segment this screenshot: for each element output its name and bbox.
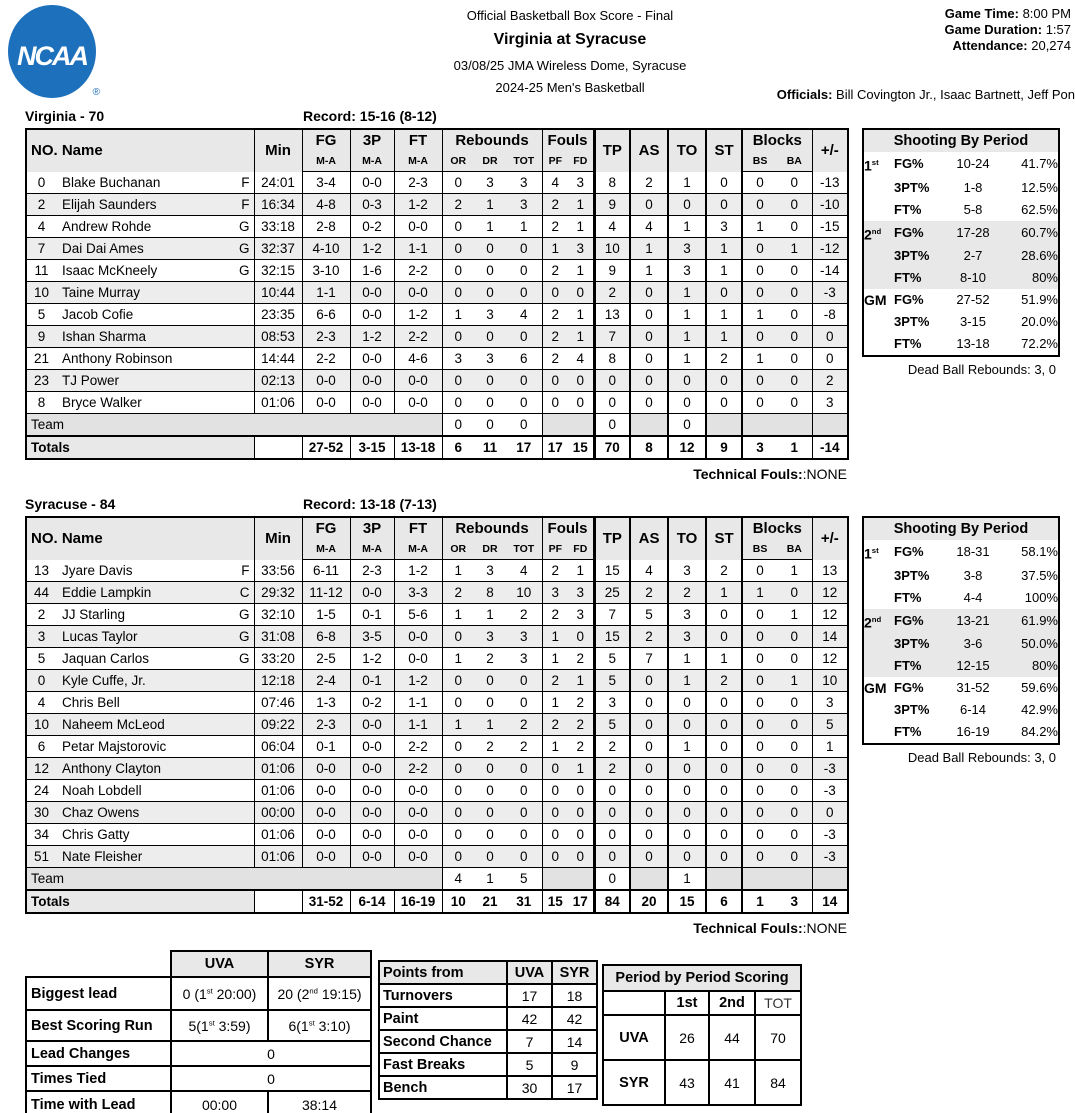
points-row: Fast Breaks 5 9 — [379, 1053, 597, 1076]
player-row: 3 Lucas Taylor G 31:08 6-8 3-5 0-0 0 3 3 1 0 15 2 3 0 0 0 14 — [26, 626, 848, 648]
ncaa-logo-text: NCAA — [17, 41, 87, 71]
best-run-label: Best Scoring Run — [26, 1010, 171, 1041]
shooting-row: 2nd FG% 17-28 60.7% — [864, 221, 1058, 246]
best-run-syr: 6(1st 3:10) — [268, 1010, 371, 1041]
player-number: 0 — [26, 670, 56, 692]
biggest-lead-syr: 20 (2nd 19:15) — [268, 977, 371, 1010]
shooting-row: FT% 8-10 80% — [864, 267, 1058, 289]
player-name: Nate Fleisher — [56, 846, 254, 868]
col-min: Min — [254, 129, 302, 172]
shooting-row: 3PT% 1-8 12.5% — [894, 179, 1058, 195]
syracuse-shooting-aside — [862, 516, 1060, 765]
player-name: Taine Murray — [56, 282, 254, 304]
player-number: 6 — [26, 736, 56, 758]
player-name: Eddie Lampkin C — [56, 582, 254, 604]
lead-summary-table — [25, 950, 372, 1113]
player-number: 51 — [26, 846, 56, 868]
virginia-box-table: NO. Name Min FG 3P FT Rebounds Fouls TP AS TO ST Blocks +/- M-A M-A M-A OR DR TOT PF FD BS BA 0 Blake Buchanan F 24:01 3-4 0-0 2-3 0 3 3 4 3 8 2 1 0 0 0 -13 2 Elijah Saunders F 16:34 4-8 0-3 1-2 2 1 3 2 1 9 0 0 0 0 0 -10 4 Andrew Rohde G 33:18 2-8 0-2 0-0 0 1 1 2 1 4 4 1 3 1 0 -15 7 Dai Dai Ames G 32:37 4-10 1-2 1-1 0 0 0 1 3 10 1 3 1 0 1 -12 11 Isaac McKneely G 32:15 3-10 1-6 2-2 0 0 0 2 1 9 1 3 1 0 0 -14 10 Taine Murray 10:44 1-1 0-0 0-0 0 0 0 0 0 2 0 1 0 0 0 -3 5 Jacob Cofie 23:35 6-6 0-0 1-2 1 3 4 2 1 13 0 1 1 1 0 -8 9 Ishan Sharma 08:53 2-3 1-2 2-2 0 0 0 2 1 7 0 1 1 0 0 0 21 Anthony Robinson 14:44 2-2 0-0 4-6 3 3 6 2 4 8 0 1 2 1 0 0 23 TJ Power 02:13 0-0 0-0 0-0 0 0 0 0 0 0 0 0 0 0 0 2 8 Bryce Walker 01:06 0-0 0-0 0-0 0 0 0 0 0 0 0 0 0 0 0 3 Team 0 0 0 0 0 Totals 27-52 3-15 13-18 6 11 17 17 15 70 8 12 9 3 1 -14 — [25, 128, 849, 460]
points-col-syr: SYR — [552, 961, 597, 984]
player-number: 2 — [26, 194, 56, 216]
player-number: 5 — [26, 304, 56, 326]
col-no-name: NO. Name — [26, 129, 254, 172]
col-tp: TP — [594, 129, 630, 172]
player-name: Isaac McKneely G — [56, 260, 254, 282]
col-ft: FT — [394, 129, 442, 151]
player-row: 13 Jyare Davis F 33:56 6-11 2-3 1-2 1 3 4 2 1 15 4 3 2 0 1 13 — [26, 560, 848, 582]
period-score-row: UVA 26 44 70 — [603, 1015, 801, 1060]
period-col-1st: 1st — [665, 991, 709, 1015]
player-row: 7 Dai Dai Ames G 32:37 4-10 1-2 1-1 0 0 0 1 3 10 1 3 1 0 1 -12 — [26, 238, 848, 260]
player-row: 5 Jaquan Carlos G 33:20 2-5 1-2 0-0 1 2 3 1 2 5 7 1 1 0 0 12 — [26, 648, 848, 670]
team-record: Record: 15-16 (8-12) — [303, 108, 437, 124]
player-row: 0 Kyle Cuffe, Jr. 12:18 2-4 0-1 1-2 0 0 0 2 1 5 0 1 2 0 1 10 — [26, 670, 848, 692]
game-time: Game Time: 8:00 PM — [944, 6, 1071, 21]
player-name: Naheem McLeod — [56, 714, 254, 736]
points-col-uva: UVA — [507, 961, 552, 984]
player-name: Chris Gatty — [56, 824, 254, 846]
officials-line: Officials: Bill Covington Jr., Isaac Bartnett, Jeff Pon — [776, 87, 1075, 102]
player-name: Chaz Owens — [56, 802, 254, 824]
player-name: Bryce Walker — [56, 392, 254, 414]
virginia-shooting-aside — [862, 128, 1060, 377]
player-number: 9 — [26, 326, 56, 348]
player-name: Chris Bell — [56, 692, 254, 714]
player-number: 21 — [26, 348, 56, 370]
player-number: 44 — [26, 582, 56, 604]
player-row: 0 Blake Buchanan F 24:01 3-4 0-0 2-3 0 3 3 4 3 8 2 1 0 0 0 -13 — [26, 172, 848, 194]
player-name: Jacob Cofie — [56, 304, 254, 326]
player-row: 12 Anthony Clayton 01:06 0-0 0-0 2-2 0 0 0 0 1 2 0 0 0 0 0 -3 — [26, 758, 848, 780]
bottom-summary — [25, 948, 1065, 1113]
shooting-row: 3PT% 3-6 50.0% — [864, 633, 1058, 655]
shooting-row: GM FG% 27-52 51.9% — [864, 292, 1058, 309]
player-name: Jyare Davis F — [56, 560, 254, 582]
venue-line: 03/08/25 JMA Wireless Dome, Syracuse — [453, 58, 687, 73]
shooting-row: 1st FG% 18-31 58.1% — [864, 544, 1058, 562]
player-name: Lucas Taylor G — [56, 626, 254, 648]
lead-col-syr: SYR — [268, 951, 371, 977]
period-scoring-title: Period by Period Scoring — [603, 965, 801, 991]
player-name: Kyle Cuffe, Jr. — [56, 670, 254, 692]
player-name: Dai Dai Ames G — [56, 238, 254, 260]
player-row: 2 JJ Starling G 32:10 1-5 0-1 5-6 1 1 2 2 3 7 5 3 0 0 1 12 — [26, 604, 848, 626]
lead-changes-label: Lead Changes — [26, 1041, 171, 1066]
shooting-row: 3PT% 2-7 28.6% — [864, 245, 1058, 267]
virginia-section — [25, 108, 1065, 482]
shooting-title: Shooting By Period — [864, 518, 1058, 540]
player-number: 4 — [26, 216, 56, 238]
doc-title: Official Basketball Box Score - Final — [466, 8, 674, 23]
player-row: 4 Andrew Rohde G 33:18 2-8 0-2 0-0 0 1 1 2 1 4 4 1 3 1 0 -15 — [26, 216, 848, 238]
player-name: Elijah Saunders F — [56, 194, 254, 216]
points-row: Turnovers 17 18 — [379, 984, 597, 1007]
player-number: 11 — [26, 260, 56, 282]
player-row: 4 Chris Bell 07:46 1-3 0-2 1-1 0 0 0 1 2 3 0 0 0 0 0 3 — [26, 692, 848, 714]
col-blocks: Blocks — [742, 129, 812, 151]
shooting-row: FT% 13-18 72.2% — [894, 336, 1058, 352]
player-name: Anthony Clayton — [56, 758, 254, 780]
shooting-title: Shooting By Period — [864, 130, 1058, 152]
player-name: Blake Buchanan F — [56, 172, 254, 194]
shooting-row: FT% 12-15 80% — [864, 655, 1058, 677]
season-line: 2024-25 Men's Basketball — [495, 80, 645, 95]
syracuse-box-table: NO. Name Min FG 3P FT Rebounds Fouls TP AS TO ST Blocks +/- M-A M-A M-A OR DR TOT PF FD BS BA 13 Jyare Davis F 33:56 6-11 2-3 1-2 1 3 4 2 1 15 4 3 2 0 1 13 44 Eddie Lampkin C 29:32 11-12 0-0 3-3 2 8 10 3 3 25 2 2 1 1 0 12 2 JJ Starling G 32:10 1-5 0-1 5-6 1 1 2 2 3 7 5 3 0 0 1 12 3 Lucas Taylor G 31:08 6-8 3-5 0-0 0 3 3 1 0 15 2 3 0 0 0 14 5 Jaquan Carlos G 33:20 2-5 1-2 0-0 1 2 3 1 2 5 7 1 1 0 0 12 0 Kyle Cuffe, Jr. 12:18 2-4 0-1 1-2 0 0 0 2 1 5 0 1 2 0 1 10 4 Chris Bell 07:46 1-3 0-2 1-1 0 0 0 1 2 3 0 0 0 0 0 3 10 Naheem McLeod 09:22 2-3 0-0 1-1 1 1 2 2 2 5 0 0 0 0 0 5 6 Petar Majstorovic 06:04 0-1 0-0 2-2 0 2 2 1 2 2 0 1 0 0 0 1 12 Anthony Clayton 01:06 0-0 0-0 2-2 0 0 0 0 1 2 0 0 0 0 0 -3 24 Noah Lobdell 01:06 0-0 0-0 0-0 0 0 0 0 0 0 0 0 0 0 0 -3 30 Chaz Owens 00:00 0-0 0-0 0-0 0 0 0 0 0 0 0 0 0 0 0 0 34 Chris Gatty 01:06 0-0 0-0 0-0 0 0 0 0 0 0 0 0 0 0 0 -3 51 Nate Fleisher 01:06 0-0 0-0 0-0 0 0 0 0 0 0 0 0 0 0 0 -3 Team 4 1 5 0 1 Totals 31-52 6-14 16-19 10 21 31 15 17 84 20 15 6 1 3 14 — [25, 516, 849, 914]
team-row: Team 0 0 0 0 0 — [26, 414, 848, 437]
player-number: 12 — [26, 758, 56, 780]
shooting-by-period-box — [862, 128, 1060, 357]
team-name: Syracuse - 84 — [25, 496, 116, 512]
biggest-lead-label: Biggest lead — [26, 977, 171, 1010]
lead-col-uva: UVA — [171, 951, 268, 977]
col-to: TO — [668, 129, 706, 172]
player-number: 4 — [26, 692, 56, 714]
col-fouls: Fouls — [542, 129, 594, 151]
lead-changes-value: 0 — [171, 1041, 371, 1066]
player-row: 9 Ishan Sharma 08:53 2-3 1-2 2-2 0 0 0 2 1 7 0 1 1 0 0 0 — [26, 326, 848, 348]
player-row: 10 Taine Murray 10:44 1-1 0-0 0-0 0 0 0 0 0 2 0 1 0 0 0 -3 — [26, 282, 848, 304]
registered-mark: ® — [92, 87, 100, 98]
period-score-row: SYR 43 41 84 — [603, 1060, 801, 1105]
virginia-team-line — [25, 108, 1065, 124]
technical-fouls: Technical Fouls::NONE — [693, 920, 847, 936]
col-as: AS — [630, 129, 668, 172]
player-row: 10 Naheem McLeod 09:22 2-3 0-0 1-1 1 1 2 2 2 5 0 0 0 0 0 5 — [26, 714, 848, 736]
player-number: 23 — [26, 370, 56, 392]
player-row: 24 Noah Lobdell 01:06 0-0 0-0 0-0 0 0 0 0 0 0 0 0 0 0 0 -3 — [26, 780, 848, 802]
player-row: 51 Nate Fleisher 01:06 0-0 0-0 0-0 0 0 0 0 0 0 0 0 0 0 0 -3 — [26, 846, 848, 868]
player-name: Ishan Sharma — [56, 326, 254, 348]
player-number: 3 — [26, 626, 56, 648]
player-name: JJ Starling G — [56, 604, 254, 626]
shooting-row: FT% 5-8 62.5% — [894, 201, 1058, 217]
header-center — [285, 8, 855, 95]
player-number: 0 — [26, 172, 56, 194]
col-st: ST — [706, 129, 742, 172]
player-row: 44 Eddie Lampkin C 29:32 11-12 0-0 3-3 2 8 10 3 3 25 2 2 1 1 0 12 — [26, 582, 848, 604]
col-plus-minus: +/- — [812, 129, 848, 172]
shooting-row: FT% 16-19 84.2% — [894, 724, 1058, 740]
team-name: Virginia - 70 — [25, 108, 105, 124]
totals-row: Totals 31-52 6-14 16-19 10 21 31 15 17 84 20 15 6 1 3 14 — [26, 890, 848, 913]
time-with-lead-uva: 00:00 — [171, 1091, 268, 1113]
player-number: 8 — [26, 392, 56, 414]
points-row: Second Chance 7 14 — [379, 1030, 597, 1053]
time-with-lead-syr: 38:14 — [268, 1091, 371, 1113]
player-row: 21 Anthony Robinson 14:44 2-2 0-0 4-6 3 3 6 2 4 8 0 1 2 1 0 0 — [26, 348, 848, 370]
syracuse-team-line — [25, 496, 1065, 512]
shooting-row: 2nd FG% 13-21 61.9% — [864, 609, 1058, 634]
points-from-table — [378, 960, 598, 1100]
header-right — [945, 6, 1071, 54]
points-from-title: Points from — [379, 961, 507, 984]
totals-row: Totals 27-52 3-15 13-18 6 11 17 17 15 70 8 12 9 3 1 -14 — [26, 436, 848, 459]
player-name: Andrew Rohde G — [56, 216, 254, 238]
player-number: 13 — [26, 560, 56, 582]
time-with-lead-label: Time with Lead — [26, 1091, 171, 1113]
period-col-tot: TOT — [755, 991, 801, 1015]
shooting-row: 3PT% 6-14 42.9% — [894, 702, 1058, 718]
period-col-2nd: 2nd — [709, 991, 755, 1015]
player-name: Anthony Robinson — [56, 348, 254, 370]
team-record: Record: 13-18 (7-13) — [303, 496, 437, 512]
player-name: TJ Power — [56, 370, 254, 392]
attendance: Attendance: 20,274 — [952, 38, 1071, 53]
player-row: 8 Bryce Walker 01:06 0-0 0-0 0-0 0 0 0 0 0 0 0 0 0 0 0 3 — [26, 392, 848, 414]
player-row: 6 Petar Majstorovic 06:04 0-1 0-0 2-2 0 2 2 1 2 2 0 1 0 0 0 1 — [26, 736, 848, 758]
player-row: 23 TJ Power 02:13 0-0 0-0 0-0 0 0 0 0 0 0 0 0 0 0 0 2 — [26, 370, 848, 392]
dead-ball-rebounds: Dead Ball Rebounds: 3, 0 — [907, 750, 1056, 766]
best-run-uva: 5(1st 3:59) — [171, 1010, 268, 1041]
period-scoring-table — [602, 964, 802, 1106]
player-number: 2 — [26, 604, 56, 626]
player-number: 10 — [26, 714, 56, 736]
player-name: Jaquan Carlos G — [56, 648, 254, 670]
shooting-row: GM FG% 31-52 59.6% — [864, 680, 1058, 697]
player-row: 34 Chris Gatty 01:06 0-0 0-0 0-0 0 0 0 0 0 0 0 0 0 0 0 -3 — [26, 824, 848, 846]
player-number: 5 — [26, 648, 56, 670]
times-tied-label: Times Tied — [26, 1066, 171, 1091]
col-rebounds: Rebounds — [442, 129, 542, 151]
dead-ball-rebounds: Dead Ball Rebounds: 3, 0 — [907, 362, 1056, 378]
player-row: 5 Jacob Cofie 23:35 6-6 0-0 1-2 1 3 4 2 1 13 0 1 1 1 0 -8 — [26, 304, 848, 326]
player-number: 24 — [26, 780, 56, 802]
player-name: Noah Lobdell — [56, 780, 254, 802]
team-row: Team 4 1 5 0 1 — [26, 868, 848, 891]
shooting-by-period-box — [862, 516, 1060, 745]
player-number: 10 — [26, 282, 56, 304]
player-number: 34 — [26, 824, 56, 846]
player-number: 7 — [26, 238, 56, 260]
player-row: 30 Chaz Owens 00:00 0-0 0-0 0-0 0 0 0 0 0 0 0 0 0 0 0 0 — [26, 802, 848, 824]
player-row: 11 Isaac McKneely G 32:15 3-10 1-6 2-2 0 0 0 2 1 9 1 3 1 0 0 -14 — [26, 260, 848, 282]
shooting-row: FT% 4-4 100% — [894, 589, 1058, 605]
player-name: Petar Majstorovic — [56, 736, 254, 758]
player-row: 2 Elijah Saunders F 16:34 4-8 0-3 1-2 2 1 3 2 1 9 0 0 0 0 0 -10 — [26, 194, 848, 216]
player-number: 30 — [26, 802, 56, 824]
shooting-row: 3PT% 3-8 37.5% — [894, 567, 1058, 583]
game-duration: Game Duration: 1:57 — [944, 22, 1071, 37]
game-title: Virginia at Syracuse — [493, 31, 647, 48]
ncaa-logo — [8, 5, 98, 100]
col-fg: FG — [302, 129, 350, 151]
points-row: Paint 42 42 — [379, 1007, 597, 1030]
technical-fouls: Technical Fouls::NONE — [693, 466, 847, 482]
syracuse-section — [25, 496, 1065, 936]
biggest-lead-uva: 0 (1st 20:00) — [171, 977, 268, 1010]
shooting-row: 3PT% 3-15 20.0% — [894, 314, 1058, 330]
times-tied-value: 0 — [171, 1066, 371, 1091]
points-row: Bench 30 17 — [379, 1076, 597, 1099]
shooting-row: 1st FG% 10-24 41.7% — [864, 156, 1058, 174]
col-3p: 3P — [350, 129, 394, 151]
